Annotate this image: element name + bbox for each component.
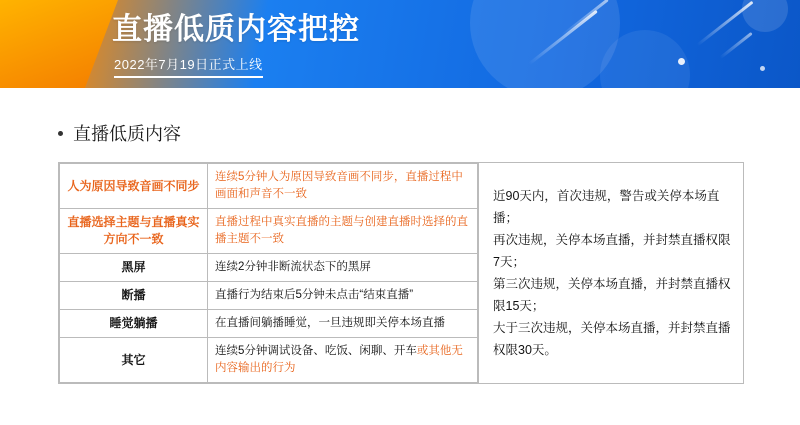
section-heading-label: 直播低质内容 [73,124,181,144]
rule-name-cell: 其它 [60,338,208,383]
rules-table [59,163,478,383]
rule-desc-cell: 在直播间躺播睡觉，一旦违规即关停本场直播 [208,310,478,338]
rule-name-cell: 睡觉躺播 [60,310,208,338]
bullet-dot-icon [58,131,63,136]
rule-name-cell: 人为原因导致音画不同步 [60,164,208,209]
penalty-line: 第三次违规，关停本场直播，并封禁直播权限15天； [493,277,731,313]
banner-circle-decoration [470,0,620,88]
rule-desc-warning-text: 或其他无内容输出的行为 [215,345,463,374]
rule-name-cell: 断播 [60,282,208,310]
penalty-line: 再次违规，关停本场直播，并封禁直播权限7天； [493,233,731,269]
page-subtitle: 2022年7月19日正式上线 [114,54,263,78]
section-heading [58,120,181,146]
rule-desc-cell: 直播过程中真实直播的主题与创建直播时选择的直播主题不一致 [208,209,478,254]
table-row [60,209,478,254]
table-row [60,310,478,338]
table-row [60,282,478,310]
rules-table-container [58,162,744,384]
penalty-line: 近90天内，首次违规，警告或关停本场直播； [493,189,720,225]
rule-name-cell: 黑屏 [60,254,208,282]
table-row [60,164,478,209]
rule-desc-text: 连续5分钟调试设备、吃饭、闲聊、开车 [215,345,417,357]
rule-desc-cell: 直播行为结束后5分钟未点击“结束直播” [208,282,478,310]
rule-desc-cell: 连续5分钟人为原因导致音画不同步，直播过程中画面和声音不一致 [208,164,478,209]
banner-dot-decoration [678,58,685,65]
rule-desc-cell: 连续2分钟非断流状态下的黑屏 [208,254,478,282]
header-banner [0,0,800,88]
penalty-line: 大于三次违规，关停本场直播，并封禁直播权限30天。 [493,321,731,357]
banner-streak-decoration [719,32,752,59]
penalty-panel [478,163,743,383]
page-title: 直播低质内容把控 [112,13,360,46]
table-row [60,338,478,383]
banner-orange-wedge [0,0,118,88]
rule-desc-cell [208,338,478,383]
rule-name-cell: 直播选择主题与直播真实方向不一致 [60,209,208,254]
banner-dot-decoration [760,66,765,71]
table-row [60,254,478,282]
